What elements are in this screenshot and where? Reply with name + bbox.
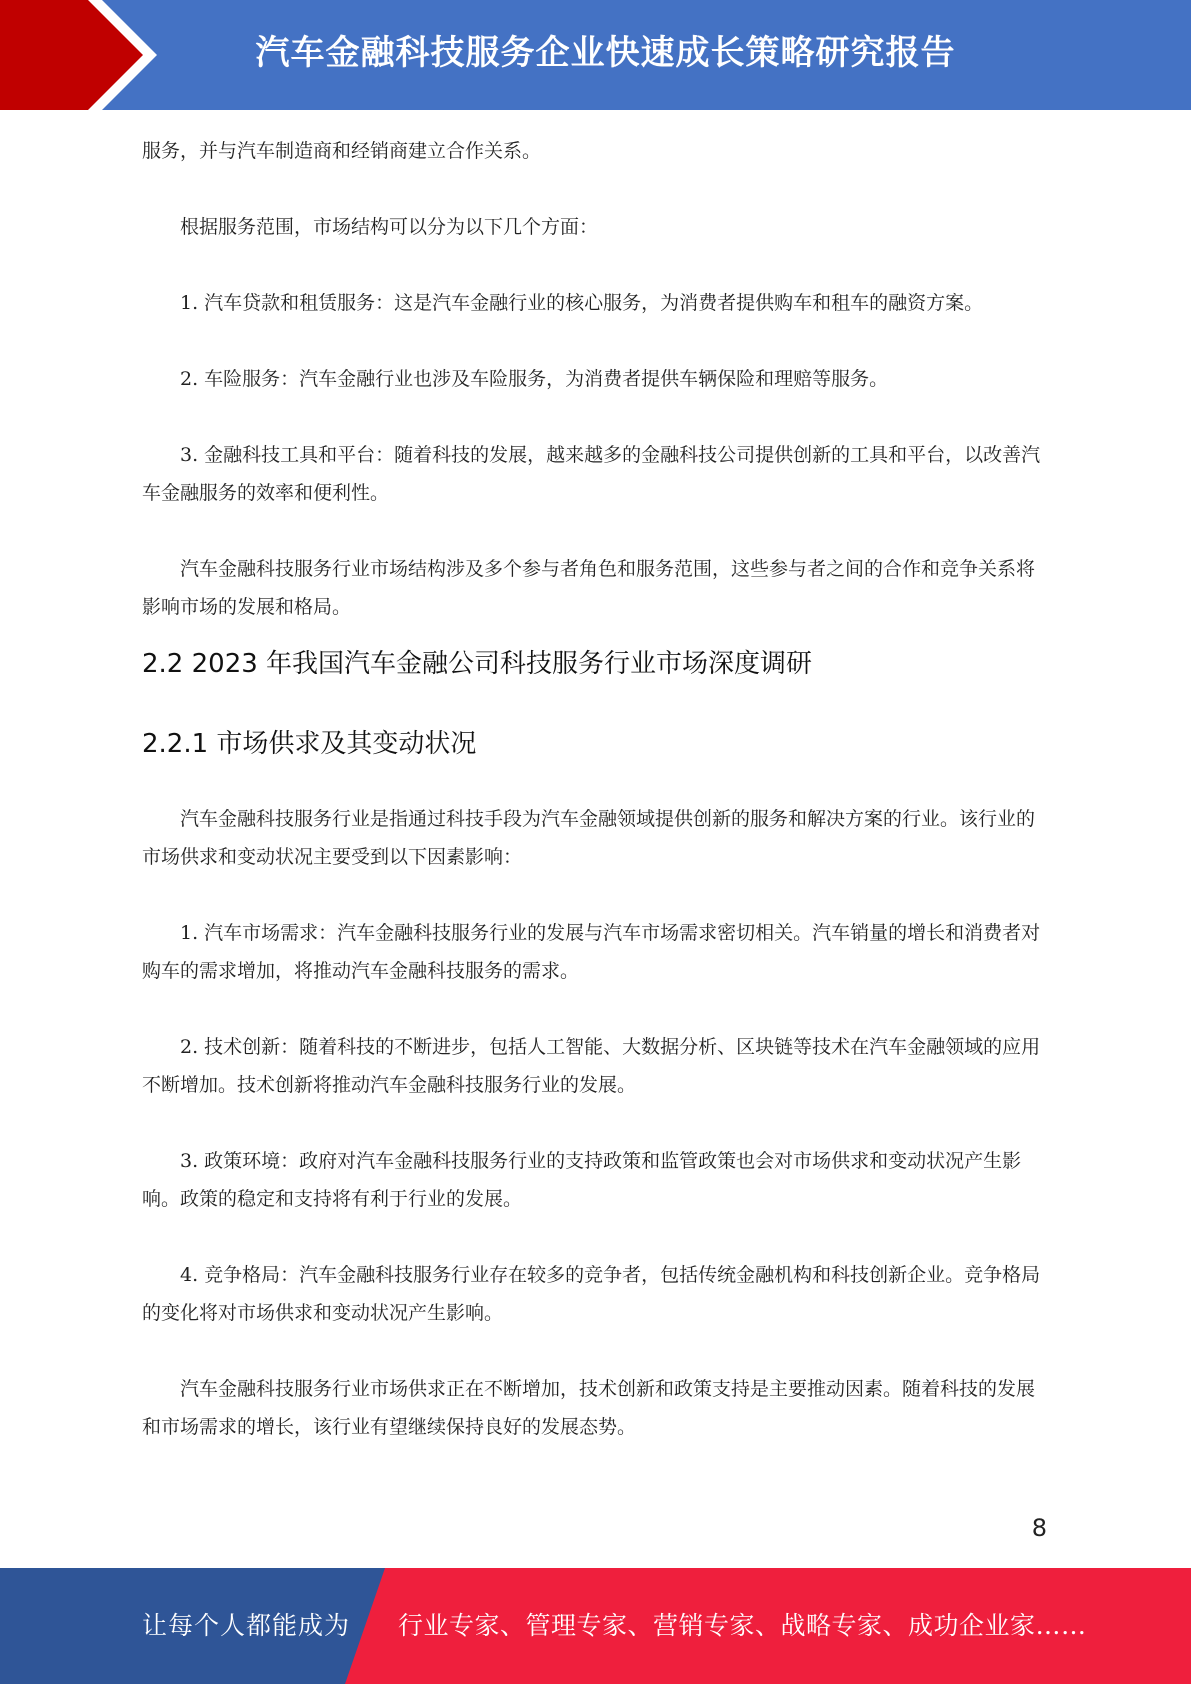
paragraph-structure-summary: 汽车金融科技服务行业市场结构涉及多个参与者角色和服务范围，这些参与者之间的合作和竞争关系将影响市场的发展和格局。 — [142, 558, 1036, 618]
list-item-factor-3: 3. 政策环境：政府对汽车金融科技服务行业的支持政策和监管政策也会对市场供求和变动状况产生影响。政策的稳定和支持将有利于行业的发展。 — [142, 1150, 1022, 1210]
footer-slogan-left: 让每个人都能成为 — [142, 1611, 351, 1640]
paragraph-continued: 服务，并与汽车制造商和经销商建立合作关系。 — [142, 140, 542, 162]
header-red-arrow-shape — [0, 0, 160, 110]
footer-slogan-right: 行业专家、管理专家、营销专家、战略专家、成功企业家…… — [398, 1611, 1087, 1640]
list-item-scope-3: 3. 金融科技工具和平台：随着科技的发展，越来越多的金融科技公司提供创新的工具和平台，以改善汽车金融服务的效率和便利性。 — [142, 444, 1041, 504]
section-heading-2-2-1: 2.2.1 市场供求及其变动状况 — [142, 729, 477, 759]
page-content — [142, 132, 1048, 1446]
report-title: 汽车金融科技服务企业快速成长策略研究报告 — [255, 33, 956, 73]
list-item-factor-4: 4. 竞争格局：汽车金融科技服务行业存在较多的竞争者，包括传统金融机构和科技创新企业。竞争格局的变化将对市场供求和变动状况产生影响。 — [142, 1264, 1041, 1324]
section-heading-2-2: 2.2 2023 年我国汽车金融公司科技服务行业市场深度调研 — [142, 649, 813, 679]
list-item-factor-2: 2. 技术创新：随着科技的不断进步，包括人工智能、大数据分析、区块链等技术在汽车金融领域的应用不断增加。技术创新将推动汽车金融科技服务行业的发展。 — [142, 1036, 1041, 1096]
footer-banner — [0, 1568, 1191, 1684]
list-item-scope-2: 2. 车险服务：汽车金融行业也涉及车险服务，为消费者提供车辆保险和理赔等服务。 — [180, 368, 889, 390]
paragraph-supply-intro: 汽车金融科技服务行业是指通过科技手段为汽车金融领域提供创新的服务和解决方案的行业。该行业的市场供求和变动状况主要受到以下因素影响： — [142, 808, 1036, 868]
list-item-factor-1: 1. 汽车市场需求：汽车金融科技服务行业的发展与汽车市场需求密切相关。汽车销量的增长和消费者对购车的需求增加，将推动汽车金融科技服务的需求。 — [142, 922, 1041, 982]
paragraph-scope-intro: 根据服务范围，市场结构可以分为以下几个方面： — [180, 216, 599, 238]
page-number: 8 — [1031, 1514, 1047, 1542]
header-banner — [0, 0, 1191, 110]
list-item-scope-1: 1. 汽车贷款和租赁服务：这是汽车金融行业的核心服务，为消费者提供购车和租车的融资方案。 — [180, 292, 984, 314]
paragraph-conclusion: 汽车金融科技服务行业市场供求正在不断增加，技术创新和政策支持是主要推动因素。随着科技的发展和市场需求的增长，该行业有望继续保持良好的发展态势。 — [142, 1378, 1036, 1438]
